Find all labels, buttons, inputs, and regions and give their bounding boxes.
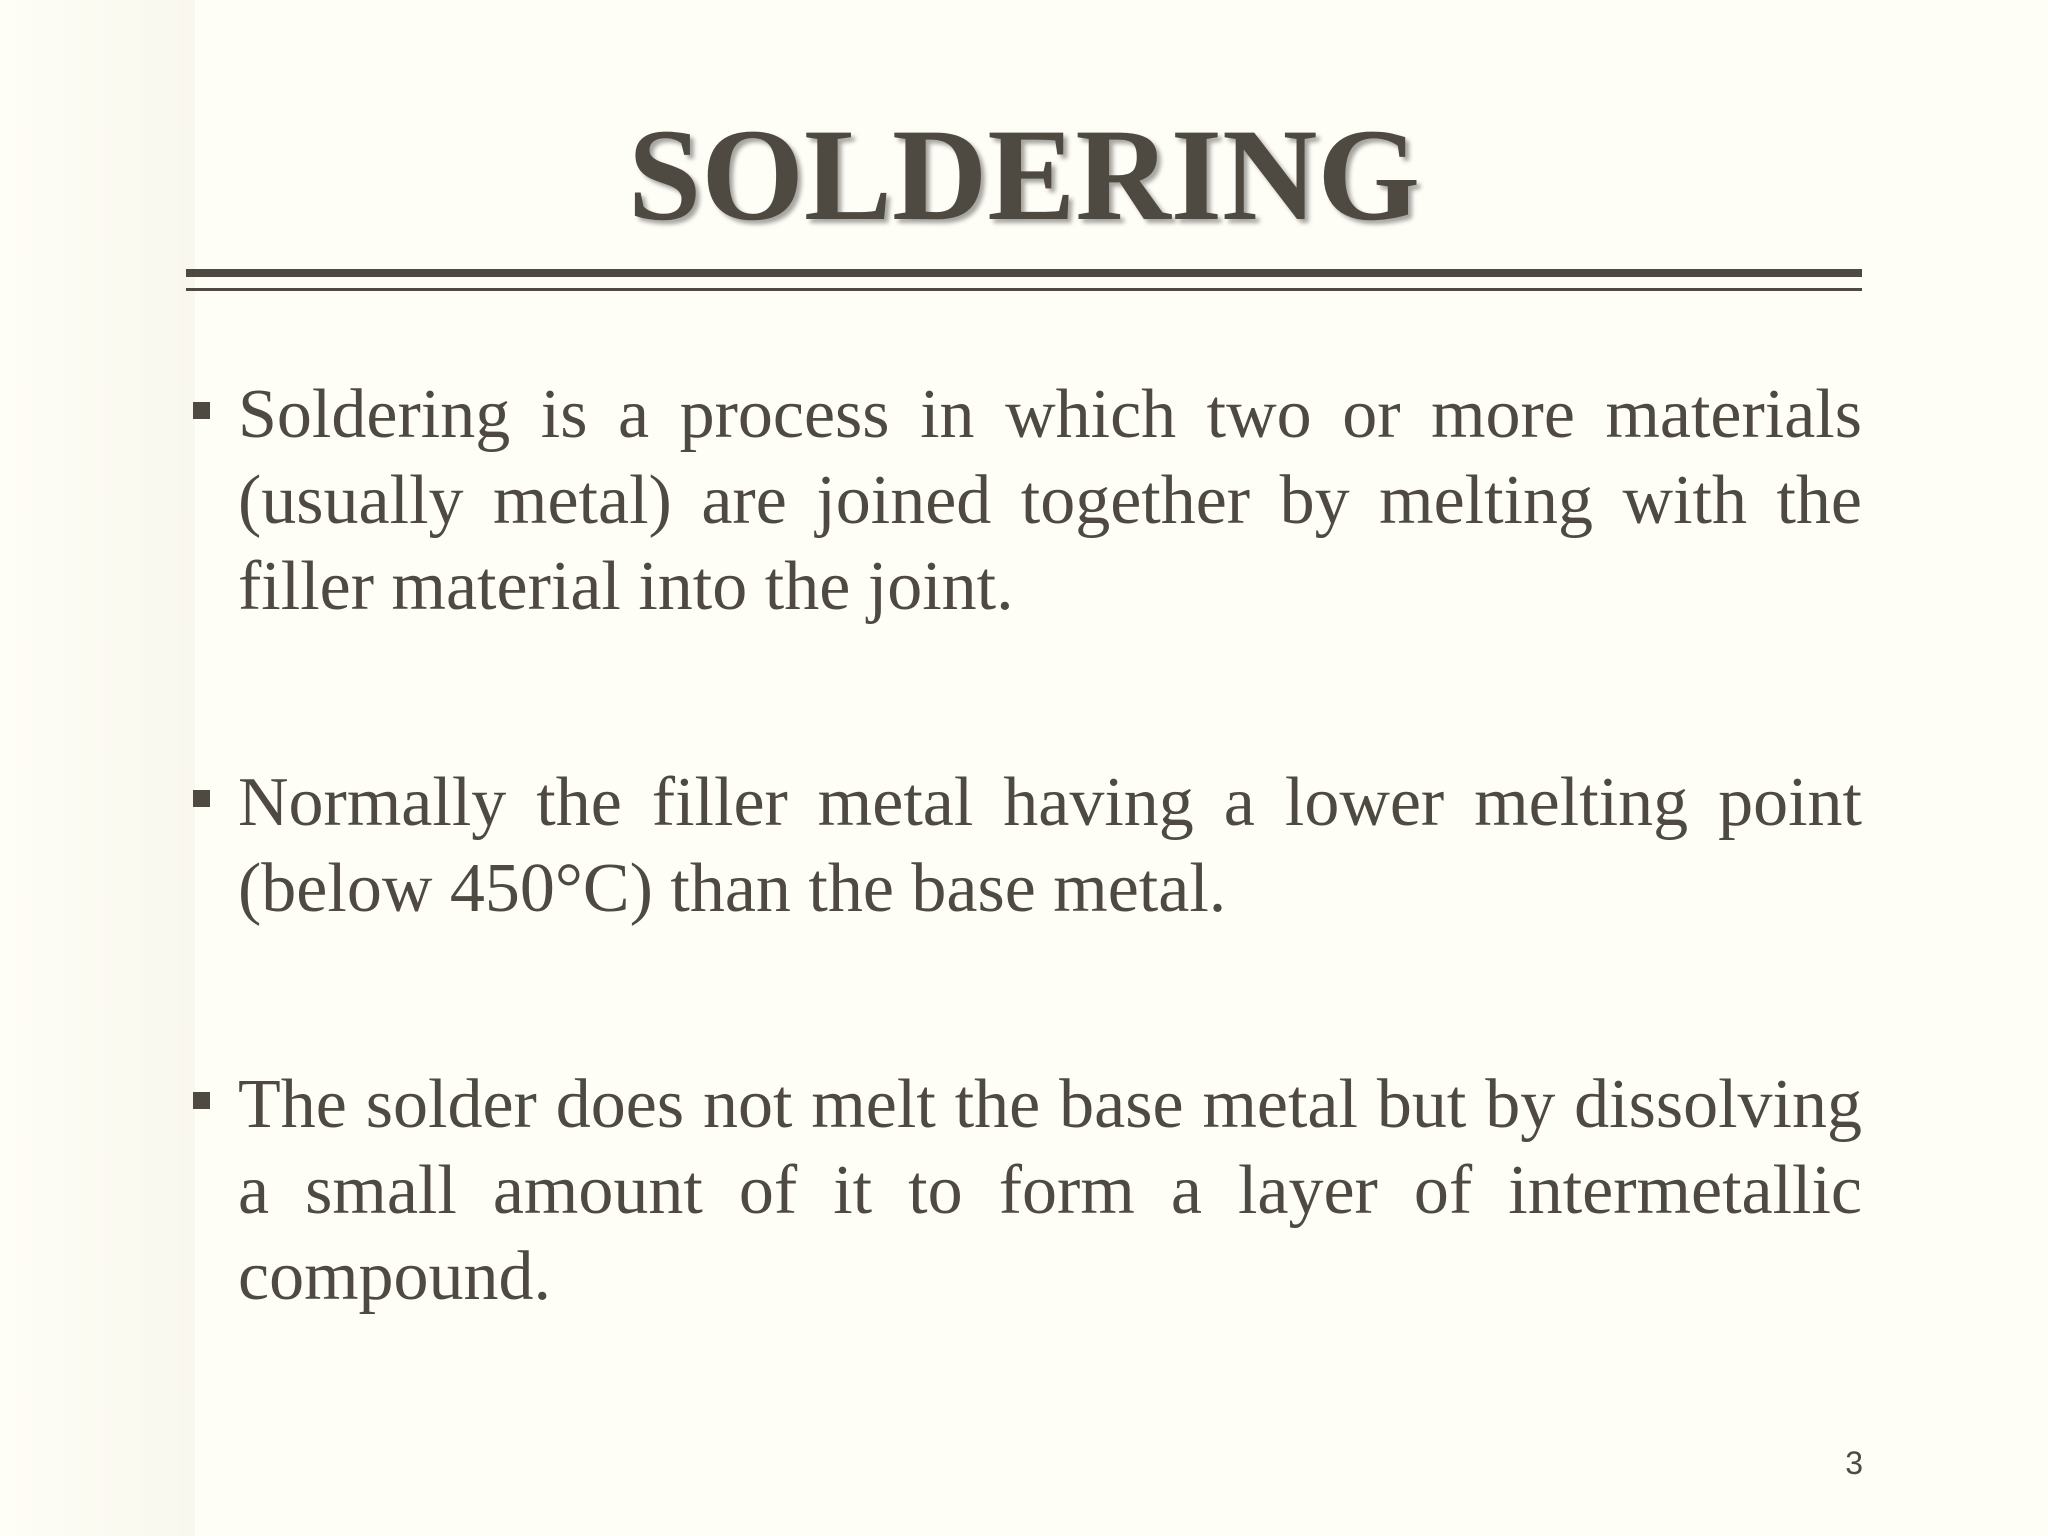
bullet-item [186, 372, 1862, 630]
bullet-text: Soldering is a process in which two or more materials (usually metal) are joined together by melting with the filler material into the joint. [238, 376, 1862, 625]
bullet-item [186, 1062, 1862, 1320]
square-bullet-icon [193, 402, 210, 419]
bullet-list [186, 372, 1862, 1320]
bullet-text: Normally the filler metal having a lower melting point (below 450°C) than the base metal. [238, 764, 1862, 927]
title-rule-thin [186, 288, 1862, 291]
slide-title: SOLDERING [627, 101, 1421, 248]
square-bullet-icon [193, 790, 210, 807]
title-rule-thick [186, 269, 1862, 277]
square-bullet-icon [193, 1092, 210, 1109]
bullet-text: The solder does not melt the base metal but by dissolving a small amount of it to form a layer of intermetallic compound. [238, 1066, 1862, 1315]
page-number: 3 [1845, 1445, 1863, 1481]
bullet-item [186, 760, 1862, 932]
